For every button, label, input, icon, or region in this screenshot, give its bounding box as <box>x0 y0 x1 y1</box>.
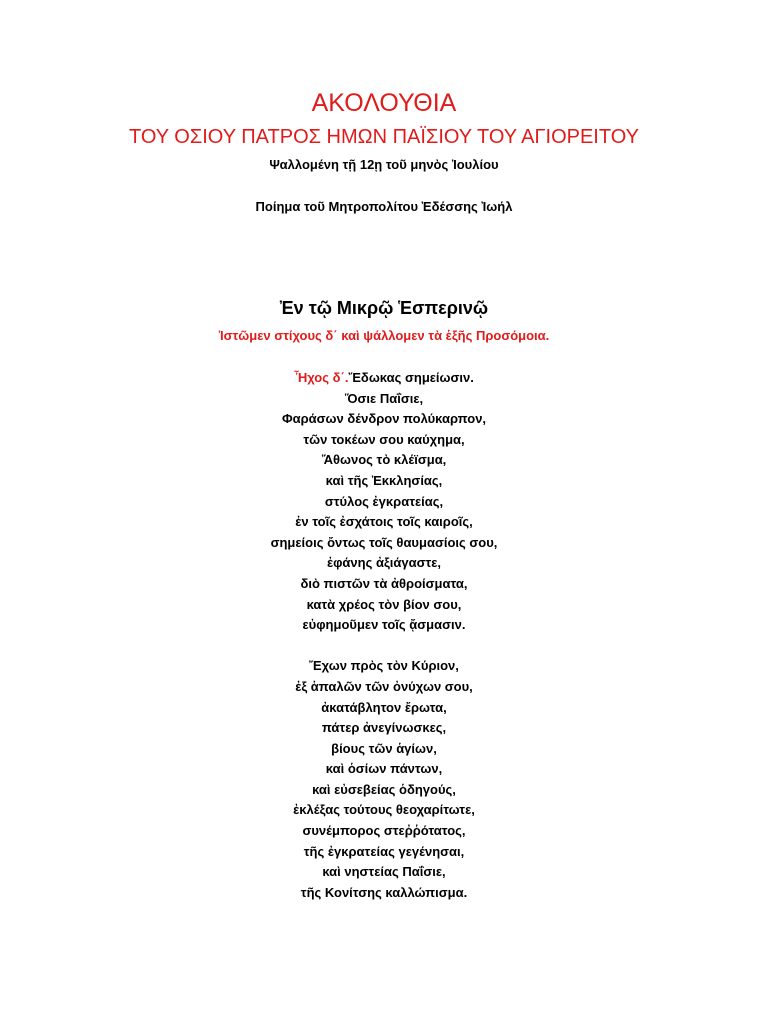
verse-line: Ἄθωνος τὸ κλέϊσμα, <box>321 452 447 468</box>
verse-line: καὶ εὐσεβείας ὁδηγούς, <box>312 781 456 797</box>
stanza-2 <box>0 656 768 903</box>
rubric: Ἱστῶμεν στίχους δ΄ καὶ ψάλλομεν τὰ ἑξῆς Προσόμοια. <box>218 328 550 343</box>
verse-line: ἀκατάβλητον ἔρωτα, <box>321 699 447 715</box>
verse-line: τῆς Κονίτσης καλλώπισμα. <box>300 884 468 900</box>
tone-label: Ἦχος δ΄. <box>294 370 349 385</box>
verse-line: βίους τῶν ἁγίων, <box>331 740 437 756</box>
verse-line: ἐξ ἁπαλῶν τῶν ὀνύχων σου, <box>295 678 473 694</box>
section-heading: Ἐν τῷ Μικρῷ Ἑσπερινῷ <box>279 298 489 318</box>
verse-line: συνέμπορος στεῤῥότατος, <box>302 823 466 839</box>
verse-line: πάτερ ἀνεγίνωσκες, <box>321 720 447 736</box>
verse-line: ἐκλέξας τούτους θεοχαρίτωτε, <box>293 802 475 818</box>
stanza-1 <box>0 389 768 636</box>
verse-line: καὶ νηστείας Παΐσιε, <box>322 864 446 880</box>
verse-line: Ἔχων πρὸς τὸν Κύριον, <box>309 658 459 674</box>
document-subtitle: ΤΟΥ ΟΣΙΟΥ ΠΑΤΡΟΣ ΗΜΩΝ ΠΑΪΣΙΟΥ ΤΟΥ ΑΓΙΟΡΕΙΤΟΥ <box>129 126 639 148</box>
verse-line: ἐν τοῖς ἐσχάτοις τοῖς καιροῖς, <box>295 514 473 530</box>
verse-line: διὸ πιστῶν τὰ ἀθροίσματα, <box>300 575 468 591</box>
verse-line: καὶ τῆς Ἐκκλησίας, <box>325 472 443 488</box>
verse-line: ἐφάνης ἀξιάγαστε, <box>326 555 442 571</box>
verse-line: κατὰ χρέος τὸν βίον σου, <box>306 596 462 612</box>
date-line: Ψαλλομένη τῇ 12ῃ τοῦ μηνὸς Ἰουλίου <box>269 157 499 172</box>
verse-line: σημείοις ὄντως τοῖς θαυμασίοις σου, <box>270 534 498 550</box>
stanza-spacer <box>0 636 768 657</box>
verse-line: τῶν τοκέων σου καύχημα, <box>303 431 465 447</box>
verses-block <box>0 368 768 903</box>
document-title: ΑΚΟΛΟΥΘΙΑ <box>311 89 457 117</box>
verse-line: στύλος ἐγκρατείας, <box>324 493 444 509</box>
author-line: Ποίημα τοῦ Μητροπολίτου Ἐδέσσης Ἰωήλ <box>255 199 513 214</box>
verse-line: Φαράσων δένδρον πολύκαρπον, <box>281 411 487 427</box>
verse-line: καὶ ὁσίων πάντων, <box>325 761 443 777</box>
verse-line: Ὅσιε Παΐσιε, <box>344 390 424 406</box>
tone-melody: Ἔδωκας σημείωσιν. <box>348 370 474 385</box>
verse-line: εὐφημοῦμεν τοῖς ᾄσμασιν. <box>302 617 466 633</box>
tone-line <box>0 368 768 389</box>
verse-line: τῆς ἐγκρατείας γεγένησαι, <box>303 843 465 859</box>
